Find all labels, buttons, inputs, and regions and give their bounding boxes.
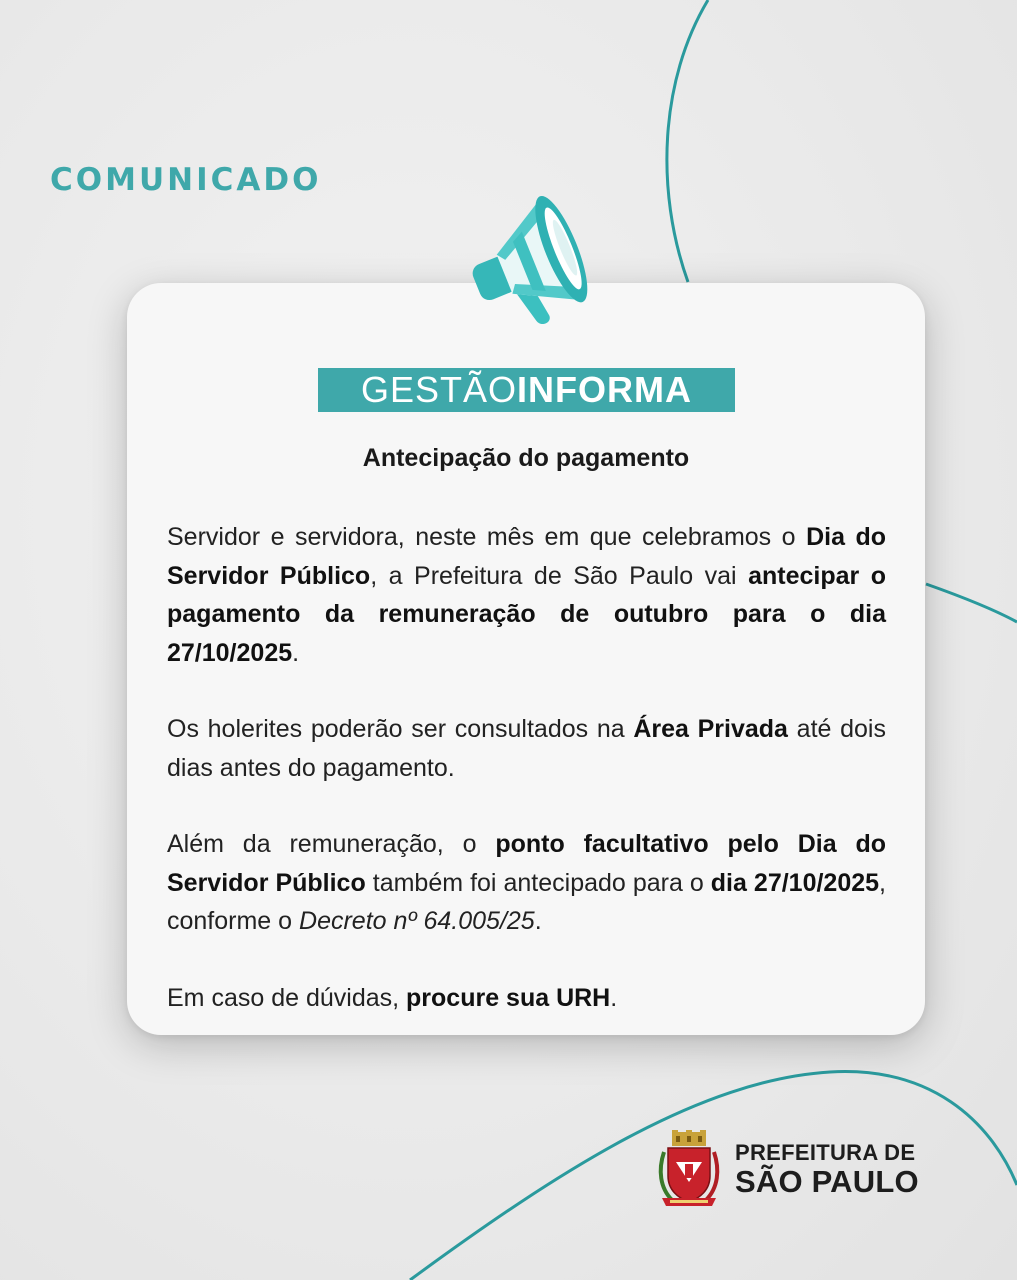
paragraph-1: Servidor e servidora, neste mês em que celebramos o Dia do Servidor Público, a Prefeitura de São Paulo vai antecipar o pagamento da remuneração de outubro para o dia 27/10/2025. (167, 523, 886, 667)
logo-line-1: PREFEITURA DE (735, 1140, 916, 1165)
prefeitura-logo-text (735, 1141, 919, 1199)
megaphone-icon (452, 188, 602, 338)
page-title: Antecipação do pagamento (362, 444, 690, 472)
comunicado-text: COMUNICADO (50, 162, 322, 198)
paragraph-4: Em caso de dúvidas, procure sua URH. (167, 984, 618, 1012)
banner-bold-text: INFORMA (517, 369, 692, 410)
banner-light-text: GESTÃO (360, 369, 518, 410)
gestao-informa-banner (318, 368, 735, 412)
logo-line-2: SÃO PAULO (735, 1164, 919, 1199)
paragraph-3: Além da remuneração, o ponto facultativo pelo Dia do Servidor Público também foi antecipado para o dia 27/10/2025, conforme o Decreto nº 64.005/25. (167, 830, 886, 935)
sao-paulo-crest-icon (658, 1130, 720, 1210)
paragraph-2: Os holerites poderão ser consultados na Área Privada até dois dias antes do pagamento. (167, 715, 886, 782)
